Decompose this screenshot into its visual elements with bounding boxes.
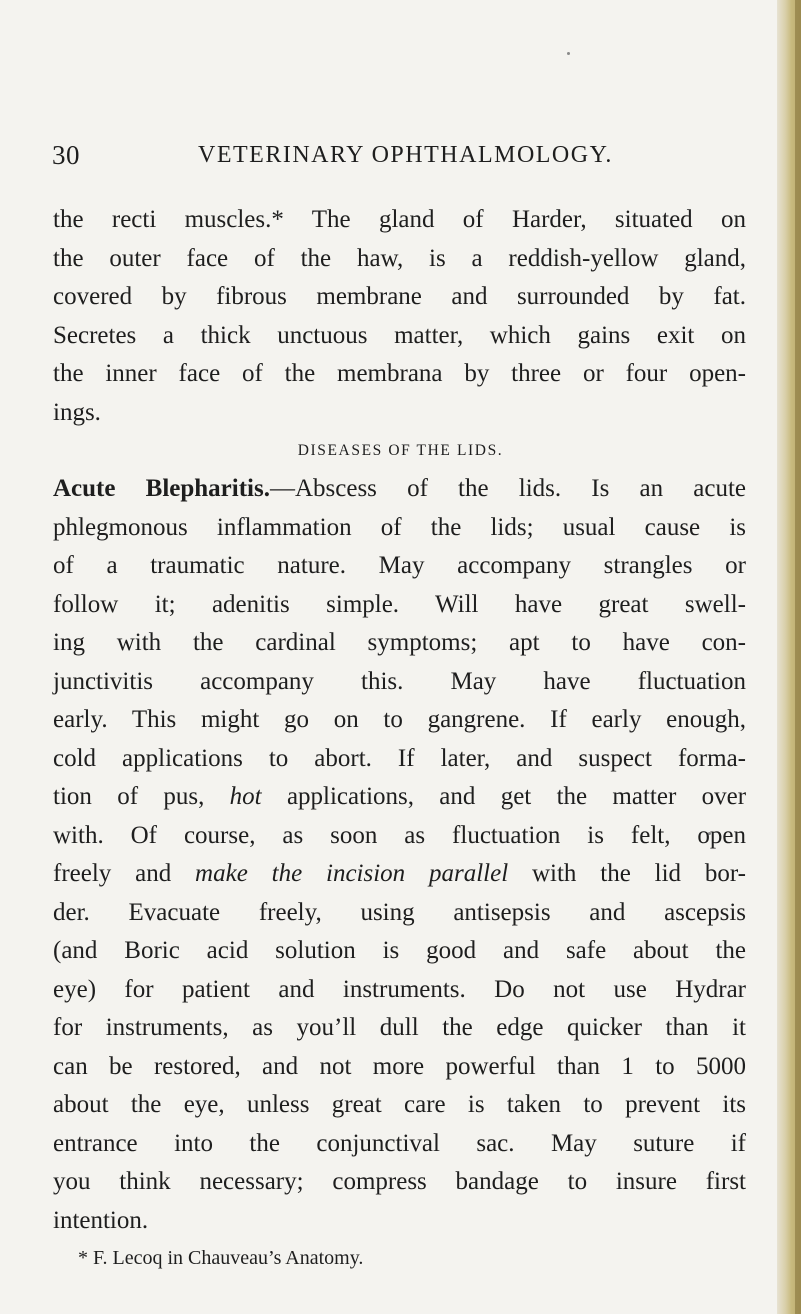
text-line: the outer face of the haw, is a reddish-yellow gland, xyxy=(53,244,746,272)
text-line: follow it; adenitis simple. Will have great swell- xyxy=(53,590,746,618)
text-line: early. This might go on to gangrene. If early enough, xyxy=(53,706,746,733)
paper-speck xyxy=(567,52,570,55)
page-body xyxy=(53,201,746,1276)
text-line: for instruments, as you’ll dull the edge quicker than it xyxy=(53,1014,746,1041)
text-line: (and Boric acid solution is good and safe about the xyxy=(53,937,746,964)
text-line: ings. xyxy=(53,398,101,426)
text-line: eye) for patient and instruments. Do not use Hydrar xyxy=(53,975,746,1003)
text-line: ing with the cardinal symptoms; apt to have con- xyxy=(53,629,746,656)
text-line: cold applications to abort. If later, and suspect forma- xyxy=(53,744,746,772)
text-line: you think necessary; compress bandage to insure first xyxy=(53,1168,746,1195)
topic-heading: Acute Blepharitis. xyxy=(53,475,270,502)
text-line: intention. xyxy=(53,1206,149,1234)
text-line xyxy=(53,778,746,817)
page-edge-shadow xyxy=(795,0,801,1314)
text-line: junctivitis accompany this. May have fluctuation xyxy=(53,667,746,695)
text-run: —Abscess of the lids. Is an acute xyxy=(269,475,747,502)
page-number: 30 xyxy=(52,140,80,170)
text-run: tion of pus, xyxy=(53,783,205,810)
paragraph-acute-blepharitis xyxy=(53,470,746,1240)
text-line: with. Of course, as soon as fluctuation is felt, open xyxy=(53,821,746,849)
text-line: the inner face of the membrana by three or four open- xyxy=(53,360,746,387)
text-line: covered by fibrous membrane and surrounded by fat. xyxy=(53,283,746,310)
text-line: der. Evacuate freely, using antisepsis and ascepsis xyxy=(53,898,746,926)
text-line xyxy=(53,855,746,894)
text-line: about the eye, unless great care is taken to prevent its xyxy=(53,1091,746,1118)
text-line xyxy=(53,470,746,509)
paragraph-recti-muscles xyxy=(53,201,746,432)
text-line: of a traumatic nature. May accompany strangles or xyxy=(53,552,746,579)
text-line: the recti muscles.* The gland of Harder, situated on xyxy=(53,206,746,233)
page-header xyxy=(52,140,752,180)
italic-run: hot xyxy=(229,783,262,810)
text-line: can be restored, and not more powerful than 1 to 5000 xyxy=(53,1052,746,1080)
text-line: entrance into the conjunctival sac. May suture if xyxy=(53,1129,746,1157)
footnote: * F. Lecoq in Chauveau’s Anatomy. xyxy=(78,1247,364,1269)
section-heading: DISEASES OF THE LIDS. xyxy=(297,442,504,459)
text-run: freely and xyxy=(53,860,172,887)
text-line: Secretes a thick unctuous matter, which gains exit on xyxy=(53,321,746,349)
running-title: VETERINARY OPHTHALMOLOGY. xyxy=(198,142,613,168)
italic-run: make the incision parallel xyxy=(195,860,509,887)
text-run: with the lid bor- xyxy=(531,860,746,887)
text-run: applications, and get the matter over xyxy=(286,783,747,810)
text-line: phlegmonous inflammation of the lids; usual cause is xyxy=(53,513,746,541)
